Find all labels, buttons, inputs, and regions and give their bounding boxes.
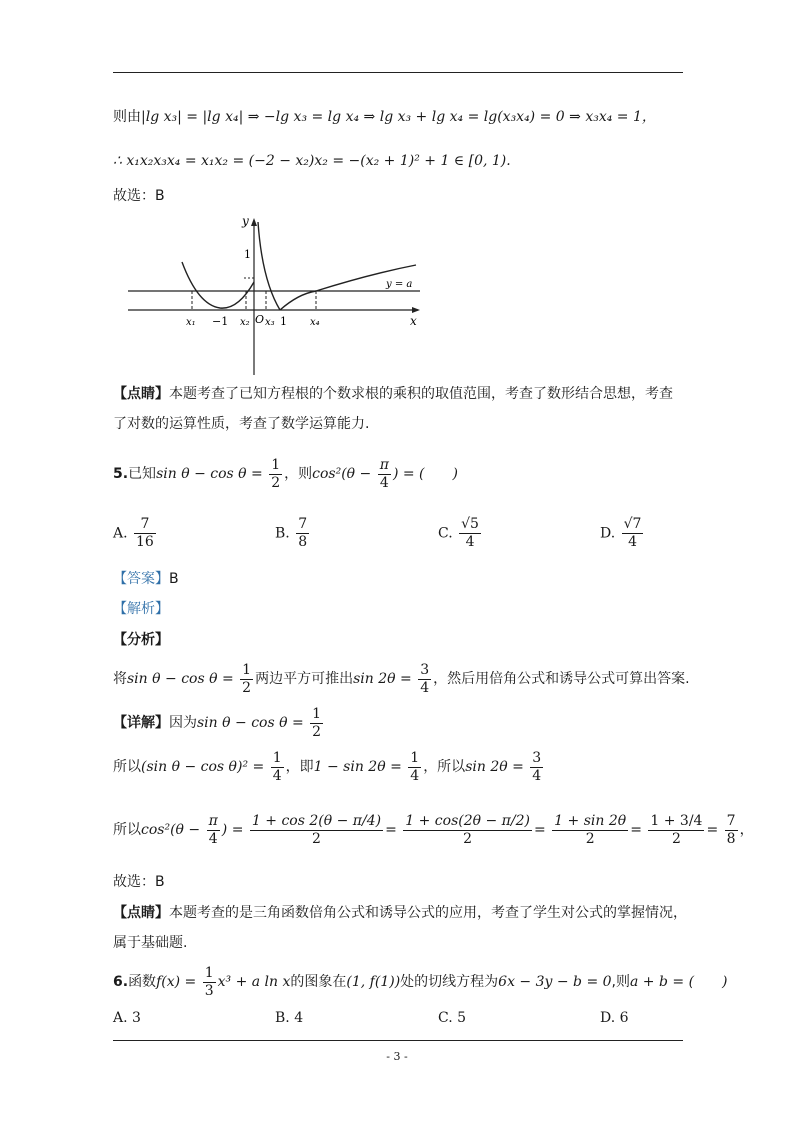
choose-line-q5: 故选：B — [113, 874, 165, 890]
dianjing-text: 本题考查的是三角函数倍角公式和诱导公式的应用，考查了学生对公式的掌握情况， — [169, 905, 687, 921]
option-letter: B. — [275, 1010, 290, 1026]
text: ，然后用倍角公式和诱导公式可算出答案. — [433, 671, 690, 687]
dianjing-text: 本题考查了已知方程根的个数求根的乘积的取值范围，考查了数形结合思想，考查 — [169, 386, 673, 402]
fraction-half: $\frac{1}{2}$ — [271, 456, 281, 491]
fraction-half: $\frac{1}{2}$ — [312, 705, 322, 740]
q5-option-b — [275, 516, 311, 551]
fraction-1-3: $\frac{1}{3}$ — [204, 964, 214, 999]
step1-line — [113, 748, 545, 786]
text: 将 — [113, 671, 127, 687]
fraction-step-3: $\frac{1 + \sin 2\theta}{2}$ — [554, 812, 627, 847]
fenxi-line — [113, 660, 690, 698]
text: 的图象在 — [290, 974, 347, 990]
tick-x3: x₃ — [265, 317, 275, 328]
option-fraction: $\frac{7}{16}$ — [136, 516, 154, 550]
dianjing-label: 【点睛】 — [113, 905, 169, 921]
option-value: 6 — [619, 1010, 629, 1026]
line-label: y = a — [386, 279, 413, 290]
page-number: - 3 - — [386, 1050, 408, 1063]
fenxi-tag: 【分析】 — [113, 632, 169, 648]
fraction-half: $\frac{1}{2}$ — [242, 661, 252, 696]
formula: sin 2θ = — [353, 671, 412, 687]
fraction-1-4: $\frac{1}{4}$ — [272, 749, 282, 784]
option-letter: D. — [600, 525, 616, 542]
option-value: 4 — [294, 1010, 304, 1026]
q5-stem-a: 已知 — [128, 466, 157, 482]
q5-expr: cos²(θ − — [312, 466, 372, 482]
option-letter: C. — [438, 1010, 453, 1026]
option-fraction: $\frac{√5}{4}$ — [461, 516, 479, 550]
formula: 6x − 3y − b = 0 — [498, 974, 612, 990]
text: 所以 — [113, 822, 141, 838]
formula: |lg x₃| = |lg x₄| ⇒ −lg x₃ = lg x₄ ⇒ lg x₃ + lg x₄ = lg(x₃x₄) = 0 ⇒ x₃x₄ = 1， — [141, 109, 656, 125]
formula: sin θ − cos θ = — [127, 671, 234, 687]
formula: cos²(θ − — [141, 822, 201, 838]
option-letter: D. — [600, 1010, 616, 1026]
fraction-3-4: $\frac{3}{4}$ — [532, 749, 542, 784]
step2-line — [113, 805, 754, 855]
header-rule — [113, 72, 683, 73]
text: 处的切线方程为 — [400, 974, 499, 990]
fraction-step-5: $\frac{7}{8}$ — [726, 812, 736, 847]
tick-neg1: −1 — [212, 315, 229, 328]
function-graph — [120, 210, 430, 380]
q5-option-c — [438, 516, 483, 551]
tick-x2: x₂ — [240, 317, 250, 328]
option-value: 3 — [132, 1010, 141, 1026]
formula: (1, f(1)) — [346, 974, 401, 990]
option-fraction: $\frac{√7}{4}$ — [623, 516, 642, 550]
formula: ) = — [221, 822, 244, 838]
q6-option-b — [275, 1010, 303, 1026]
dianjing-paragraph-2 — [113, 903, 687, 923]
q5-number: 5. — [113, 466, 129, 482]
tick-origin: O — [255, 313, 265, 326]
text: ， — [739, 822, 754, 838]
q6-stem — [113, 963, 728, 1001]
y-label: y — [242, 214, 249, 228]
option-letter: C. — [438, 525, 453, 542]
q5-stem-b: ，则 — [284, 466, 313, 482]
equals: = — [630, 822, 642, 838]
option-value: 5 — [457, 1010, 467, 1026]
formula: 1 − sin 2θ = — [313, 759, 402, 775]
text: 所以 — [113, 759, 141, 775]
option-fraction: $\frac{7}{8}$ — [298, 516, 308, 550]
q5-stem — [113, 455, 458, 493]
curve-left — [182, 262, 254, 308]
text: ，即 — [285, 759, 314, 775]
q5-expr-b: ) = ( ) — [392, 466, 458, 482]
text: ,则 — [611, 974, 630, 990]
analysis-tag: 【解析】 — [113, 601, 169, 617]
fraction-step-4: $\frac{1 + 3/4}{2}$ — [650, 812, 703, 847]
equals: = — [533, 822, 546, 838]
text: 两边平方可推出 — [255, 671, 354, 687]
dianjing-paragraph-1b: 了对数的运算性质，考查了数学运算能力. — [113, 416, 370, 432]
choose-line: 故选：B — [113, 188, 165, 204]
text-line-1 — [113, 107, 656, 127]
answer-value: B — [169, 571, 179, 587]
xiangjie-line — [113, 704, 325, 742]
answer-tag: 【答案】 — [113, 571, 169, 587]
formula: (sin θ − cos θ)² = — [141, 759, 265, 775]
footer-rule — [113, 1040, 683, 1041]
q5-option-d — [600, 516, 645, 551]
text: 函数 — [128, 974, 157, 990]
formula: ∴ x₁x₂x₃x₄ = x₁x₂ = (−2 − x₂)x₂ = −(x₂ + 1)² + 1 ∈ [0, 1). — [113, 153, 511, 169]
fraction-1-4: $\frac{1}{4}$ — [410, 749, 420, 784]
tick-x4: x₄ — [310, 317, 320, 328]
dianjing-label: 【点睛】 — [113, 386, 169, 402]
formula: f(x) = — [156, 974, 197, 990]
option-letter: A. — [113, 525, 128, 542]
fraction-step-2: $\frac{1 + \cos(2\theta - \pi/2)}{2}$ — [405, 812, 530, 847]
fraction-pi-4: $\frac{\pi}{4}$ — [379, 456, 389, 491]
q5-option-a — [113, 516, 158, 551]
answer-line — [113, 569, 179, 589]
text: ，所以 — [423, 759, 466, 775]
formula: sin θ − cos θ = — [197, 715, 304, 731]
curve-log-left — [258, 222, 280, 310]
x-label: x — [410, 314, 417, 328]
q5-cond: sin θ − cos θ = — [156, 466, 263, 482]
q6-option-d — [600, 1010, 629, 1026]
text: 因为 — [169, 715, 197, 731]
fraction-pi-4: $\frac{\pi}{4}$ — [208, 812, 218, 847]
dianjing-paragraph-1 — [113, 384, 673, 404]
option-letter: A. — [113, 1010, 128, 1026]
fraction-3-4: $\frac{3}{4}$ — [420, 661, 430, 696]
q6-option-c — [438, 1010, 466, 1026]
fraction-step-1: $\frac{1 + \cos 2(\theta - \pi/4)}{2}$ — [251, 812, 382, 847]
formula: a + b = ( ) — [630, 974, 728, 990]
formula: x³ + a ln x — [217, 974, 291, 990]
equals: = — [706, 822, 719, 838]
xiangjie-tag: 【详解】 — [113, 715, 169, 731]
one-label: 1 — [244, 248, 251, 261]
text: 则由 — [113, 109, 141, 125]
option-letter: B. — [275, 525, 290, 542]
q6-number: 6. — [113, 974, 129, 990]
x-axis-arrow — [412, 307, 420, 313]
text-line-2 — [113, 151, 511, 171]
tick-one: 1 — [280, 315, 287, 328]
tick-x1: x₁ — [186, 317, 196, 328]
equals: = — [385, 822, 397, 838]
dianjing-paragraph-2b: 属于基础题. — [113, 935, 188, 951]
q6-option-a — [113, 1010, 141, 1026]
y-axis-arrow — [251, 218, 257, 226]
formula: sin 2θ = — [465, 759, 524, 775]
